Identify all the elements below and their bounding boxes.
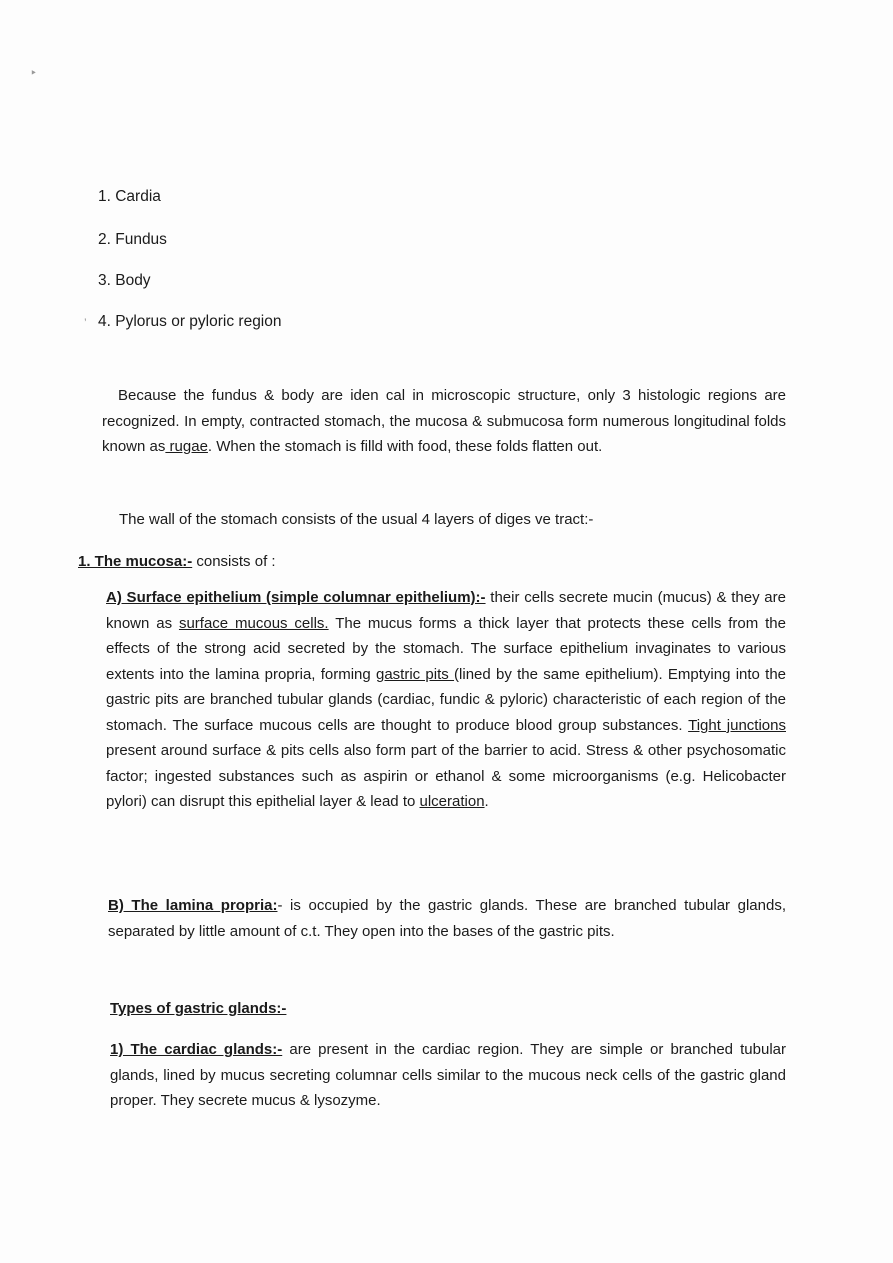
list-item-fundus: 2. Fundus bbox=[98, 231, 167, 248]
lamina-propria-heading: B) The lamina propria: bbox=[108, 897, 278, 914]
lamina-propria-paragraph bbox=[108, 893, 786, 944]
surface-text-2: The mucus forms a thick layer that protects these cells from the effects of the strong acid secreted by the stomach. The surface epithelium invaginates to various extents into the lamina propria, forming bbox=[106, 614, 786, 683]
lamina-propria-text: - is occupied by the gastric glands. These are branched tubular glands, separated by little amount of c.t. They open into the bases of the gastric pits. bbox=[108, 897, 786, 940]
surface-text-5: . bbox=[484, 793, 489, 810]
mucosa-heading-line bbox=[78, 553, 276, 570]
cardiac-glands-text: are present in the cardiac region. They are simple or branched tubular glands, lined by mucus secreting columnar cells similar to the mucous neck cells of the gastric gland proper. They secrete mucus & lysozyme. bbox=[110, 1041, 786, 1109]
types-of-gastric-glands-heading: Types of gastric glands:- bbox=[110, 1000, 287, 1017]
surface-text-1: their cells secrete mucin (mucus) & they are known as bbox=[106, 589, 786, 632]
surface-epithelium-heading: A) Surface epithelium (simple columnar epithelium):- bbox=[106, 589, 486, 606]
surface-text-3: (lined by the same epithelium). Emptying into the gastric pits are branched tubular glands (cardiac, fundic & pyloric) characteristic of each region of the stomach. The surface mucous cells are thought to produce blood group substances. bbox=[106, 665, 786, 734]
cardiac-glands-paragraph bbox=[110, 1037, 786, 1114]
mucosa-heading: 1. The mucosa:- bbox=[78, 553, 193, 570]
list-item-body: 3. Body bbox=[98, 272, 151, 289]
surface-mucous-cells-term: surface mucous cells. bbox=[178, 614, 329, 632]
intro-text-1: Because the fundus & body are iden cal in microscopic structure, only 3 histologic regions are recognized. In empty, contracted stomach, the mucosa & submucosa form numerous longitudinal folds known as bbox=[102, 387, 786, 455]
surface-epithelium-paragraph bbox=[106, 585, 786, 815]
scan-mark: ‣ bbox=[30, 66, 38, 80]
wall-layers-line: The wall of the stomach consists of the usual 4 layers of diges ve tract:- bbox=[119, 511, 594, 528]
surface-text-4: present around surface & pits cells also form part of the barrier to acid. Stress & other psychosomatic factor; ingested substances such as aspirin or ethanol & some microorganisms (e.g. Helicobacter pylori) can disrupt this epithelial layer & lead to bbox=[106, 742, 786, 810]
mucosa-rest: consists of : bbox=[192, 553, 276, 570]
gastric-pits-term: gastric pits bbox=[376, 665, 455, 683]
list-item-pylorus: 4. Pylorus or pyloric region bbox=[98, 313, 282, 330]
cardiac-glands-heading: 1) The cardiac glands:- bbox=[110, 1041, 283, 1058]
intro-text-2: . When the stomach is filld with food, these folds flatten out. bbox=[207, 438, 603, 455]
rugae-term: rugae bbox=[165, 438, 208, 455]
tight-junctions-term: Tight junctions bbox=[688, 716, 786, 734]
list-item-cardia: 1. Cardia bbox=[98, 188, 161, 205]
intro-paragraph bbox=[102, 383, 786, 460]
scan-mark: ’ bbox=[84, 316, 87, 330]
ulceration-term: ulceration bbox=[419, 793, 485, 810]
